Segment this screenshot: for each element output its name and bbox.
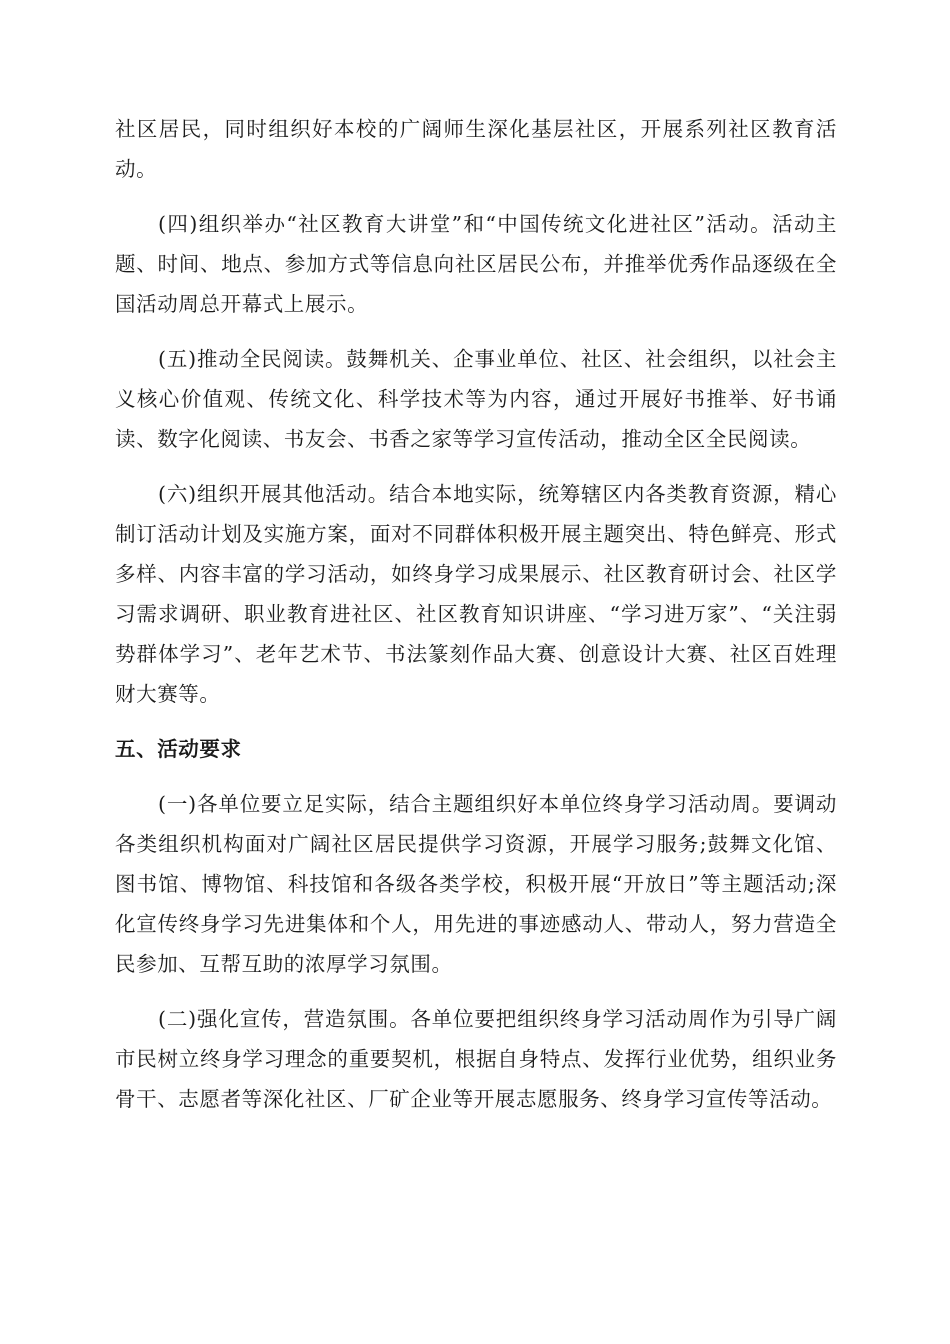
document-body (115, 109, 837, 1119)
section-heading-requirements: 五、活动要求 (115, 737, 242, 761)
paragraph-continuation: 社区居民，同时组织好本校的广阔师生深化基层社区，开展系列社区教育活动。 (115, 117, 837, 181)
paragraph-requirement-2: (二)强化宣传，营造氛围。各单位要把组织终身学习活动周作为引导广阔市民树立终身学习理念的重要契机，根据自身特点、发挥行业优势，组织业务骨干、志愿者等深化社区、厂矿企业等开展志愿服务、终身学习宣传等活动。 (115, 1007, 837, 1111)
paragraph-item-4: (四)组织举办“社区教育大讲堂”和“中国传统文化进社区”活动。活动主题、时间、地点、参加方式等信息向社区居民公布，并推举优秀作品逐级在全国活动周总开幕式上展示。 (115, 212, 837, 316)
paragraph-requirement-1: (一)各单位要立足实际，结合主题组织好本单位终身学习活动周。要调动各类组织机构面对广阔社区居民提供学习资源，开展学习服务;鼓舞文化馆、图书馆、博物馆、科技馆和各级各类学校，积极开展“开放日”等主题活动;深化宣传终身学习先进集体和个人，用先进的事迹感动人、带动人，努力营造全民参加、互帮互助的浓厚学习氛围。 (115, 792, 837, 976)
paragraph-item-6: (六)组织开展其他活动。结合本地实际，统筹辖区内各类教育资源，精心制订活动计划及实施方案，面对不同群体积极开展主题突出、特色鲜亮、形式多样、内容丰富的学习活动，如终身学习成果展示、社区教育研讨会、社区学习需求调研、职业教育进社区、社区教育知识讲座、“学习进万家”、“关注弱势群体学习”、老年艺术节、书法篆刻作品大赛、创意设计大赛、社区百姓理财大赛等。 (115, 482, 837, 706)
paragraph-item-5: (五)推动全民阅读。鼓舞机关、企事业单位、社区、社会组织，以社会主义核心价值观、传统文化、科学技术等为内容，通过开展好书推举、好书诵读、数字化阅读、书友会、书香之家等学习宣传活动，推动全区全民阅读。 (115, 347, 837, 451)
